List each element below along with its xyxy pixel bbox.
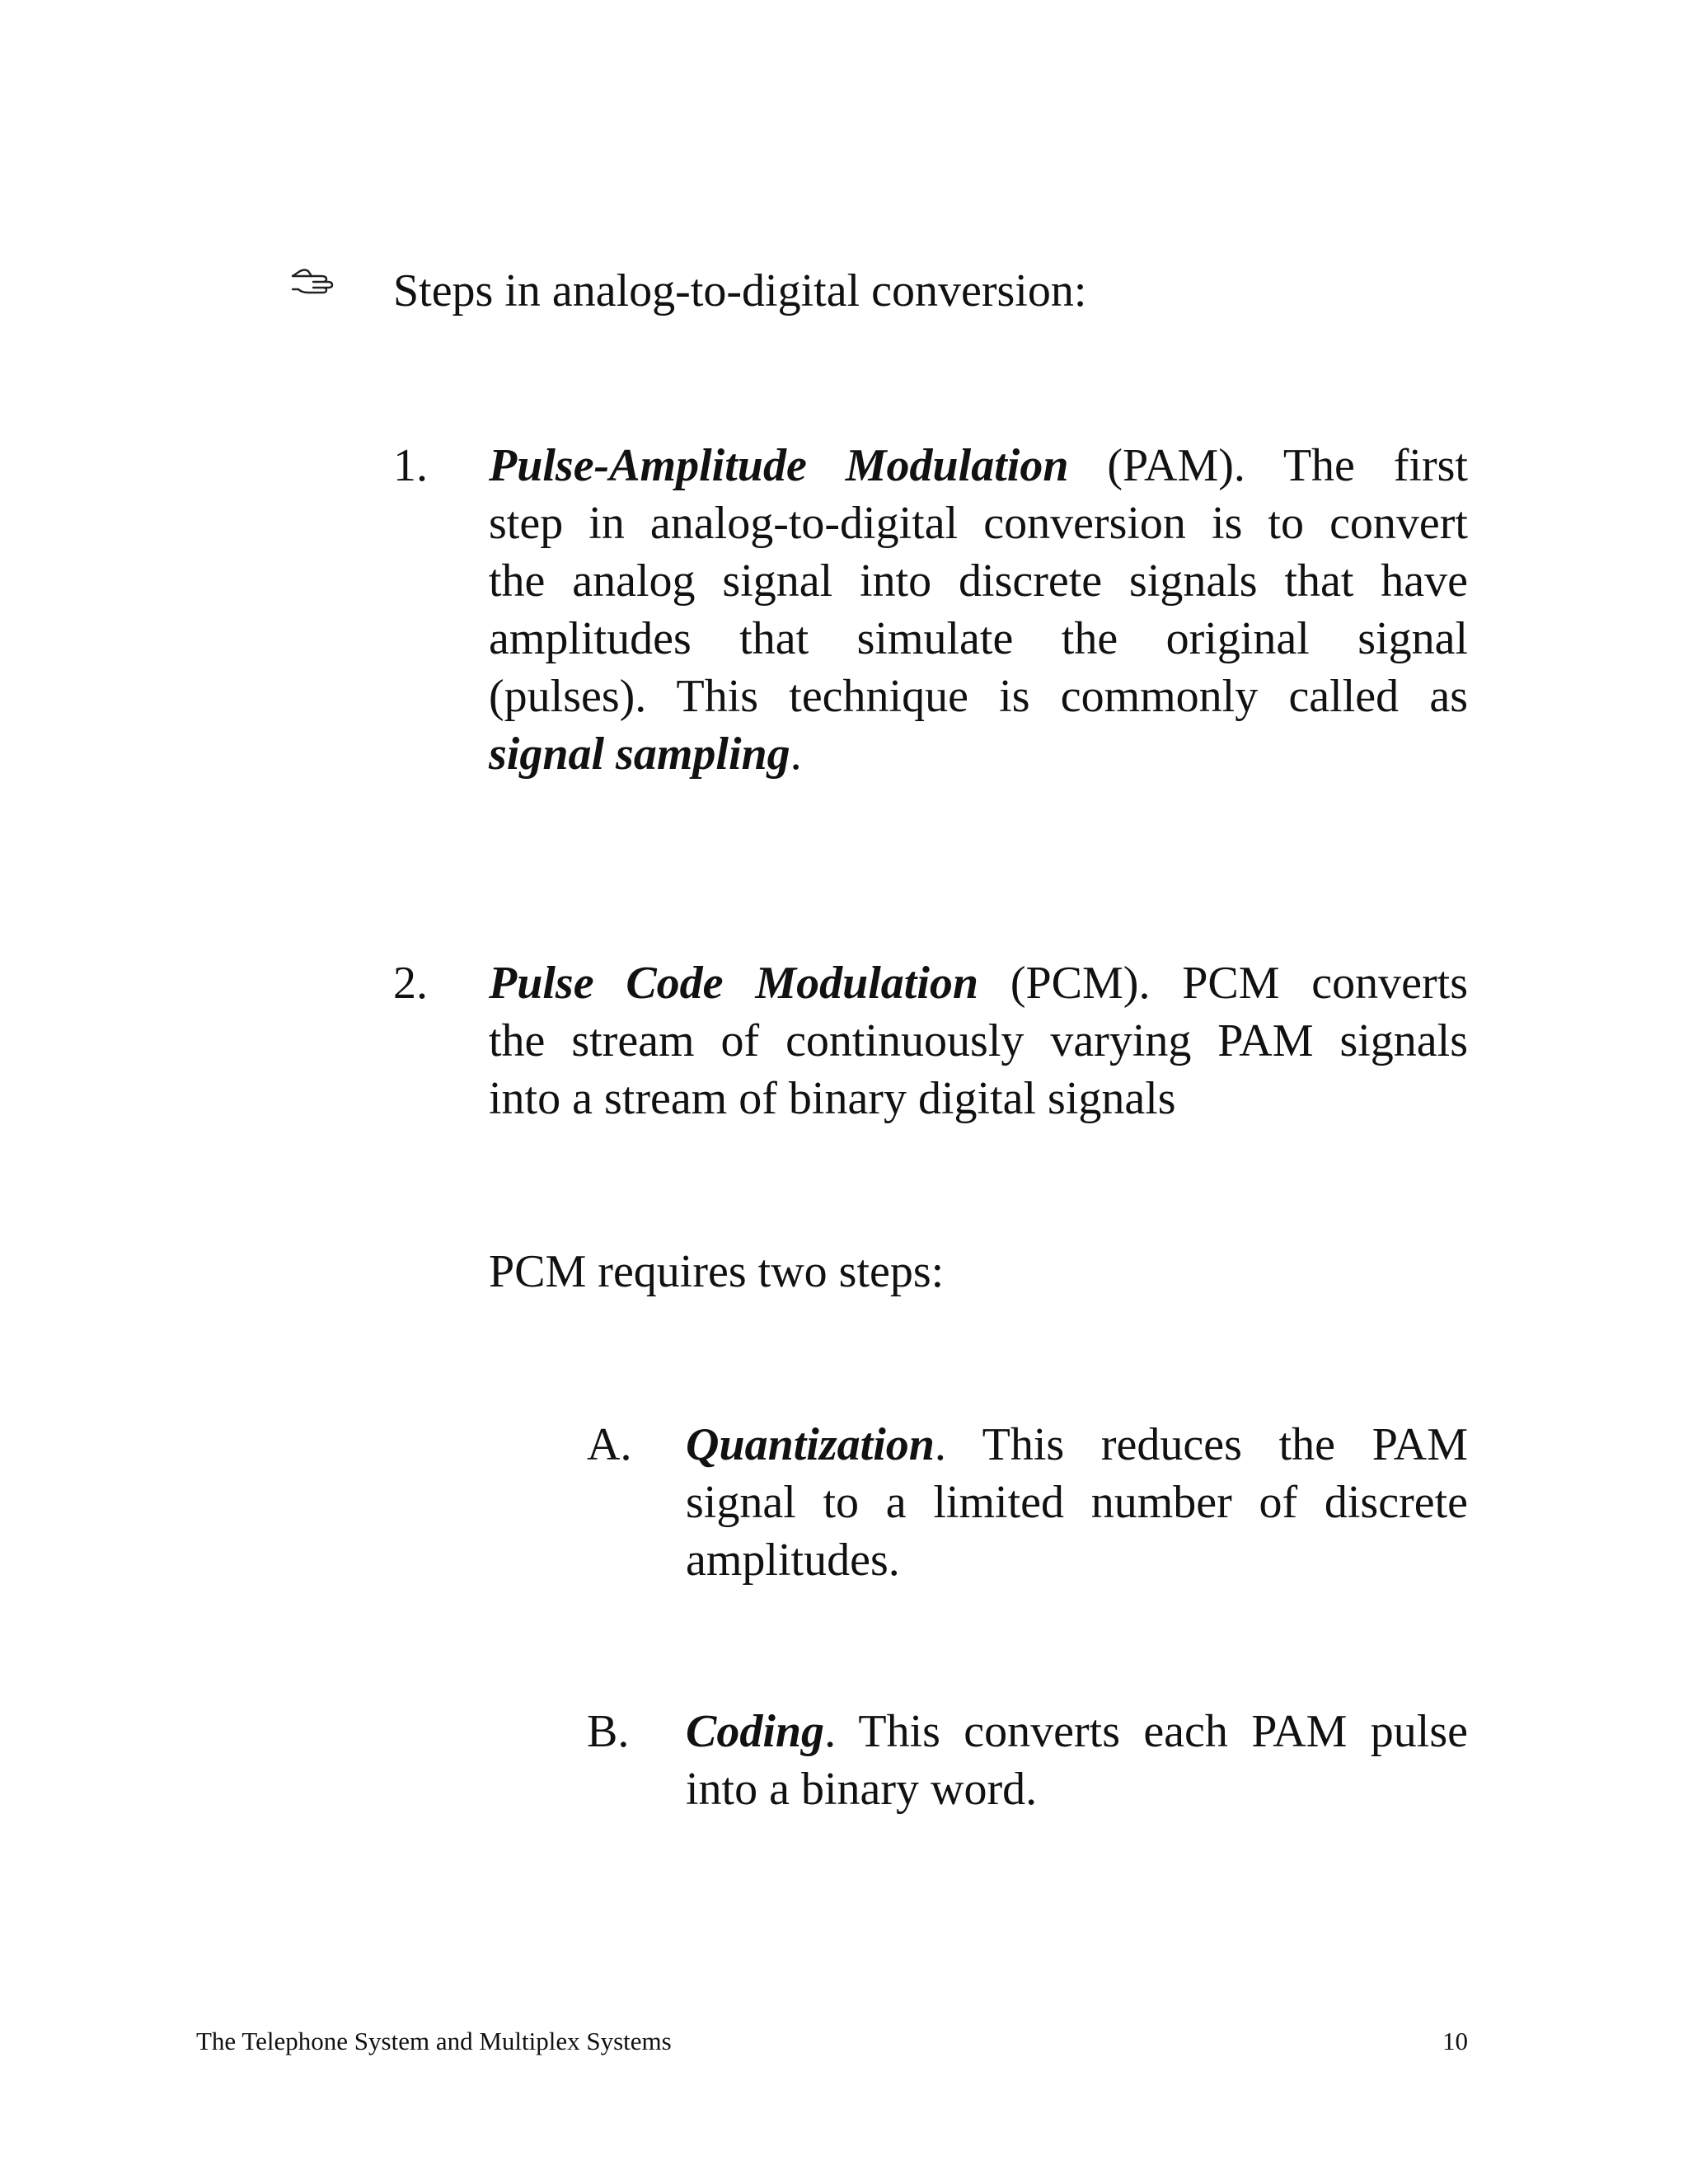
item-2-line-2: the stream of continuously varying PAM signals xyxy=(489,1015,1468,1066)
item-1-term: Pulse-Amplitude Modulation xyxy=(489,440,1069,491)
sub-a-line-3: amplitudes. xyxy=(686,1535,900,1586)
item-2-line-3: into a stream of binary digital signals xyxy=(489,1073,1176,1124)
footer-title: The Telephone System and Multiplex Systems xyxy=(196,2027,672,2055)
item-1-number: 1. xyxy=(393,440,428,491)
section-heading: Steps in analog-to-digital conversion: xyxy=(393,265,1087,316)
item-1-line-4: amplitudes that simulate the original signal xyxy=(489,613,1468,664)
item-2-body xyxy=(489,954,1468,1127)
item-1-line-3: the analog signal into discrete signals that have xyxy=(489,555,1468,607)
sub-b-line-2: into a binary word. xyxy=(686,1764,1038,1815)
item-1-line-5: (pulses). This technique is commonly called as xyxy=(489,671,1468,722)
sub-a-line-2: signal to a limited number of discrete xyxy=(686,1477,1468,1528)
item-1-term-2: signal sampling xyxy=(489,729,790,780)
pointing-hand-icon xyxy=(290,266,336,296)
item-2-line-1: Pulse Code Modulation (PCM). PCM converts xyxy=(489,958,1468,1009)
sub-b-term: Coding xyxy=(686,1706,825,1757)
sub-a-line-1: Quantization. This reduces the PAM xyxy=(686,1419,1468,1470)
item-1-line-2: step in analog-to-digital conversion is to convert xyxy=(489,498,1468,549)
item-1-body xyxy=(489,437,1468,783)
item-1-line-6: signal sampling. xyxy=(489,729,802,780)
item-2-term: Pulse Code Modulation xyxy=(489,958,979,1009)
sub-a-letter: A. xyxy=(587,1419,632,1470)
sub-b-letter: B. xyxy=(587,1706,630,1757)
page-number: 10 xyxy=(1442,2027,1468,2055)
sub-a-body xyxy=(686,1416,1468,1589)
sub-b-line-1: Coding. This converts each PAM pulse xyxy=(686,1706,1468,1757)
item-2-number: 2. xyxy=(393,958,428,1009)
sub-a-term: Quantization xyxy=(686,1419,935,1470)
item-1-line-1: Pulse-Amplitude Modulation (PAM). The first xyxy=(489,440,1468,491)
pcm-steps-text: PCM requires two steps: xyxy=(489,1246,945,1297)
sub-b-body xyxy=(686,1703,1468,1818)
